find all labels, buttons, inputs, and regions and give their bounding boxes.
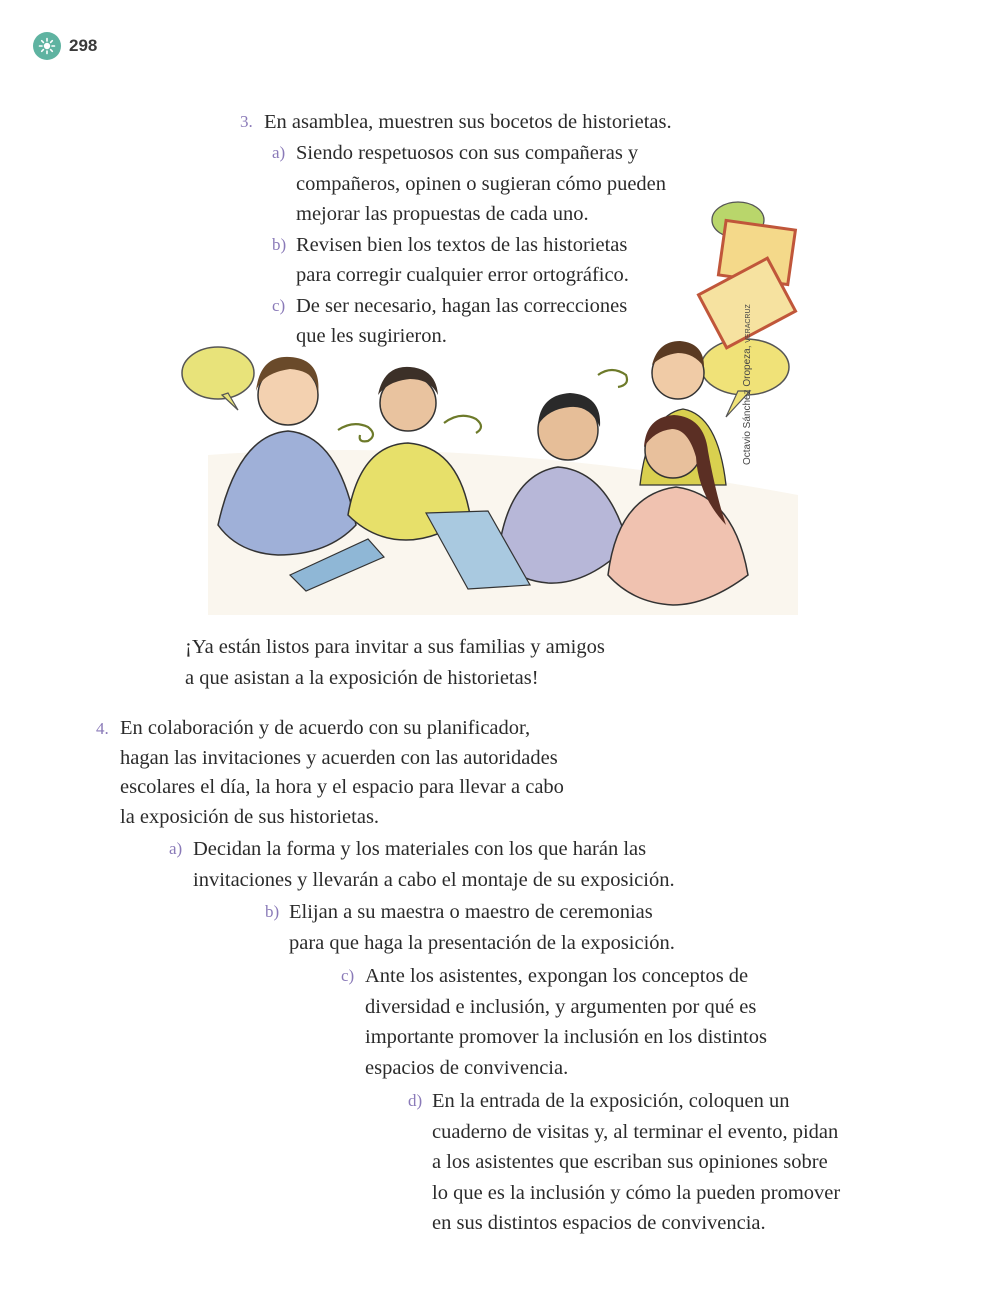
item-line: la exposición de sus historietas. [120, 805, 380, 828]
item-line: En colaboración y de acuerdo con su planificador, [120, 717, 531, 739]
item-number: 4. [96, 719, 109, 738]
closing-line: ¡Ya están listos para invitar a sus familias y amigos [185, 636, 605, 658]
section-4-subitem-a [169, 834, 675, 895]
subitem-marker: b) [265, 902, 280, 921]
subitem-line: a los asistentes que escriban sus opiniones sobre [432, 1151, 828, 1173]
subitem-line: lo que es la inclusión y cómo la pueden promover [432, 1181, 841, 1204]
subitem-line: para corregir cualquier error ortográfico. [296, 264, 629, 286]
subitem-line: que les sugirieron. [296, 325, 447, 347]
subitem-marker: c) [272, 295, 286, 315]
subitem-marker: a) [169, 839, 183, 858]
illustration-credit [742, 305, 753, 465]
item-number: 3. [240, 112, 253, 131]
section-4-subitem-d [408, 1086, 841, 1239]
subitem-marker: a) [272, 143, 286, 162]
item-text: En asamblea, muestren sus bocetos de historietas. [264, 111, 672, 133]
sun-icon [33, 32, 61, 60]
list-item [240, 107, 672, 138]
subitem-c [341, 961, 767, 1083]
subitem-line: para que haga la presentación de la exposición. [289, 931, 675, 954]
item-line: hagan las invitaciones y acuerden con las autoridades [120, 746, 558, 769]
subitem-line: invitaciones y llevarán a cabo el montaje de su exposición. [193, 868, 675, 891]
page-number: 298 [69, 36, 98, 55]
subitem-marker: b) [272, 234, 287, 254]
page-header [33, 32, 97, 60]
subitem-d [408, 1086, 841, 1239]
subitem-line: Ante los asistentes, expongan los conceptos de [365, 965, 749, 987]
section-3 [240, 107, 672, 138]
subitem-line: En la entrada de la exposición, coloquen un [432, 1090, 790, 1112]
list-item [96, 714, 564, 832]
subitem-marker: d) [408, 1091, 423, 1110]
subitem-line: en sus distintos espacios de convivencia. [432, 1212, 766, 1234]
section-4 [96, 714, 564, 832]
subitem-a [169, 834, 675, 895]
subitem-line: Elijan a su maestra o maestro de ceremonias [289, 901, 653, 923]
subitem-line: cuaderno de visitas y, al terminar el evento, pidan [432, 1120, 839, 1143]
subitem-line: espacios de convivencia. [365, 1056, 569, 1079]
credit-name: Octavio Sánchez Oropeza, [742, 345, 753, 465]
subitem-line: Siendo respetuosos con sus compañeras y [296, 142, 639, 164]
subitem-b [265, 897, 675, 958]
speech-bubble-icon [182, 347, 254, 410]
subitem-line: De ser necesario, hagan las correcciones [296, 294, 628, 317]
section-4-subitem-b [265, 897, 675, 958]
credit-place: VERACRUZ [745, 304, 752, 343]
section-4-subitem-c [341, 961, 767, 1083]
students-illustration [178, 195, 810, 615]
closing-line: a que asistan a la exposición de historietas! [185, 666, 539, 689]
subitem-line: Decidan la forma y los materiales con los que harán las [193, 838, 647, 860]
subitem-line: diversidad e inclusión, y argumenten por qué es [365, 995, 757, 1018]
subitem-line: compañeros, opinen o sugieran cómo pueden [296, 172, 667, 195]
subitem-line: Revisen bien los textos de las historietas [296, 233, 628, 256]
subitem-line: mejorar las propuestas de cada uno. [296, 203, 589, 225]
subitem-marker: c) [341, 966, 355, 985]
subitem-line: importante promover la inclusión en los distintos [365, 1026, 767, 1048]
closing-message [185, 632, 605, 693]
item-line: escolares el día, la hora y el espacio para llevar a cabo [120, 776, 564, 798]
